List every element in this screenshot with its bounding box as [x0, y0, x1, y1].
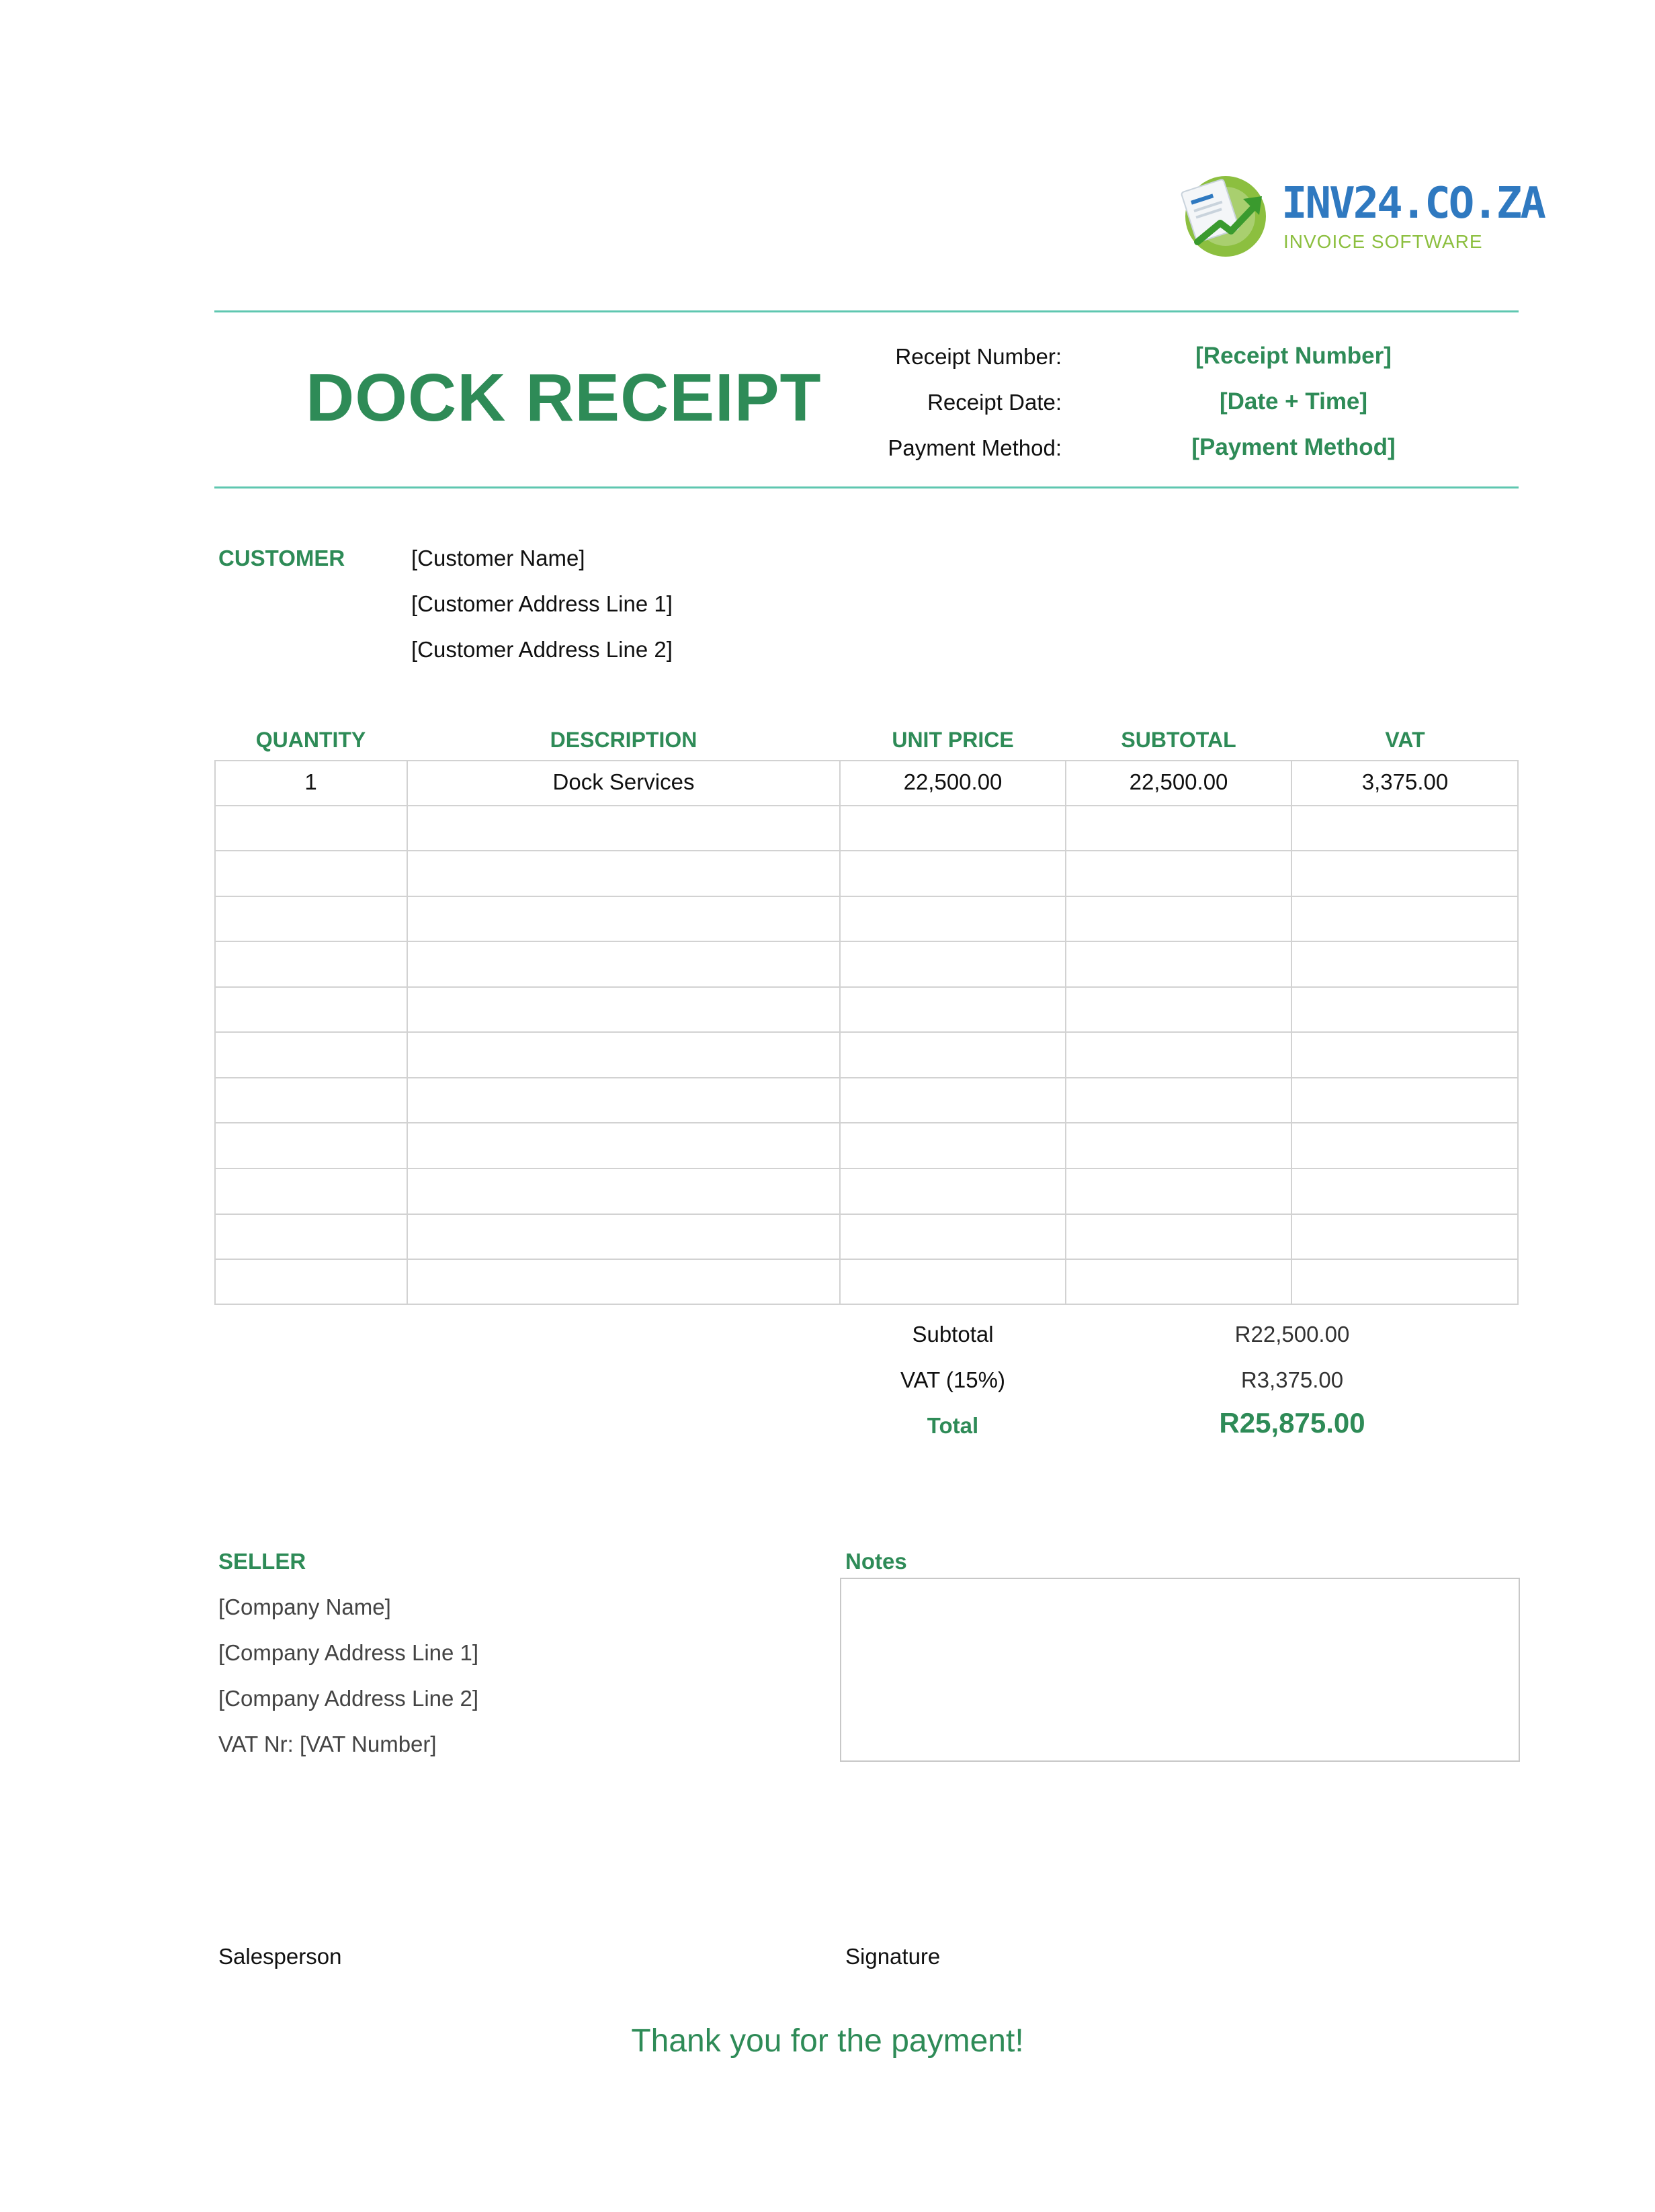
- customer-name: [Customer Name]: [411, 546, 585, 570]
- customer-address-line-1: [Customer Address Line 1]: [411, 591, 673, 616]
- row-1-vat: 3,375.00: [1361, 769, 1449, 794]
- subtotal-value: R22,500.00: [1234, 1322, 1350, 1347]
- notes-box[interactable]: [840, 1578, 1520, 1762]
- subtotal-label: Subtotal: [912, 1322, 994, 1347]
- document-title: DOCK RECEIPT: [306, 360, 822, 435]
- receipt-number-label: Receipt Number:: [895, 344, 1062, 369]
- customer-address-line-2: [Customer Address Line 2]: [411, 637, 673, 662]
- thank-you-message: Thank you for the payment!: [631, 2023, 1024, 2059]
- column-vat: VAT: [1385, 728, 1425, 752]
- column-unit-price: UNIT PRICE: [892, 728, 1014, 752]
- header-top-rule: [214, 310, 1519, 312]
- signature-label: Signature: [845, 1944, 941, 1969]
- items-table-header: [214, 722, 1519, 760]
- seller-heading: SELLER: [218, 1549, 306, 1574]
- row-1-description: Dock Services: [552, 769, 695, 794]
- column-quantity: QUANTITY: [255, 728, 366, 752]
- logo-subtitle: INVOICE SOFTWARE: [1283, 231, 1483, 252]
- seller-company-name: [Company Name]: [218, 1594, 391, 1619]
- seller-address-line-2: [Company Address Line 2]: [218, 1686, 479, 1711]
- row-1-quantity: 1: [304, 769, 317, 794]
- vat-value: R3,375.00: [1240, 1367, 1344, 1392]
- header-bottom-rule: [214, 486, 1519, 488]
- payment-method-label: Payment Method:: [888, 435, 1062, 460]
- column-description: DESCRIPTION: [550, 728, 697, 752]
- receipt-date-label: Receipt Date:: [927, 390, 1062, 415]
- notes-content: [841, 1579, 1519, 1598]
- row-1-unit-price: 22,500.00: [903, 769, 1003, 794]
- logo-chart-icon: [1177, 169, 1271, 259]
- seller-vat-number: VAT Nr: [VAT Number]: [218, 1732, 437, 1756]
- row-1-subtotal: 22,500.00: [1129, 769, 1228, 794]
- total-value: R25,875.00: [1219, 1407, 1365, 1439]
- logo-title: INV24.CO.ZA: [1281, 179, 1544, 228]
- items-table: [214, 760, 1519, 1305]
- company-logo: [1177, 167, 1544, 267]
- vat-label: VAT (15%): [900, 1367, 1005, 1392]
- column-subtotal: SUBTOTAL: [1121, 728, 1236, 752]
- items-table-grid: [214, 760, 1519, 1305]
- seller-address-line-1: [Company Address Line 1]: [218, 1640, 479, 1665]
- total-label: Total: [927, 1413, 979, 1438]
- customer-heading: CUSTOMER: [218, 546, 345, 570]
- salesperson-label: Salesperson: [218, 1944, 342, 1969]
- notes-heading: Notes: [845, 1549, 907, 1574]
